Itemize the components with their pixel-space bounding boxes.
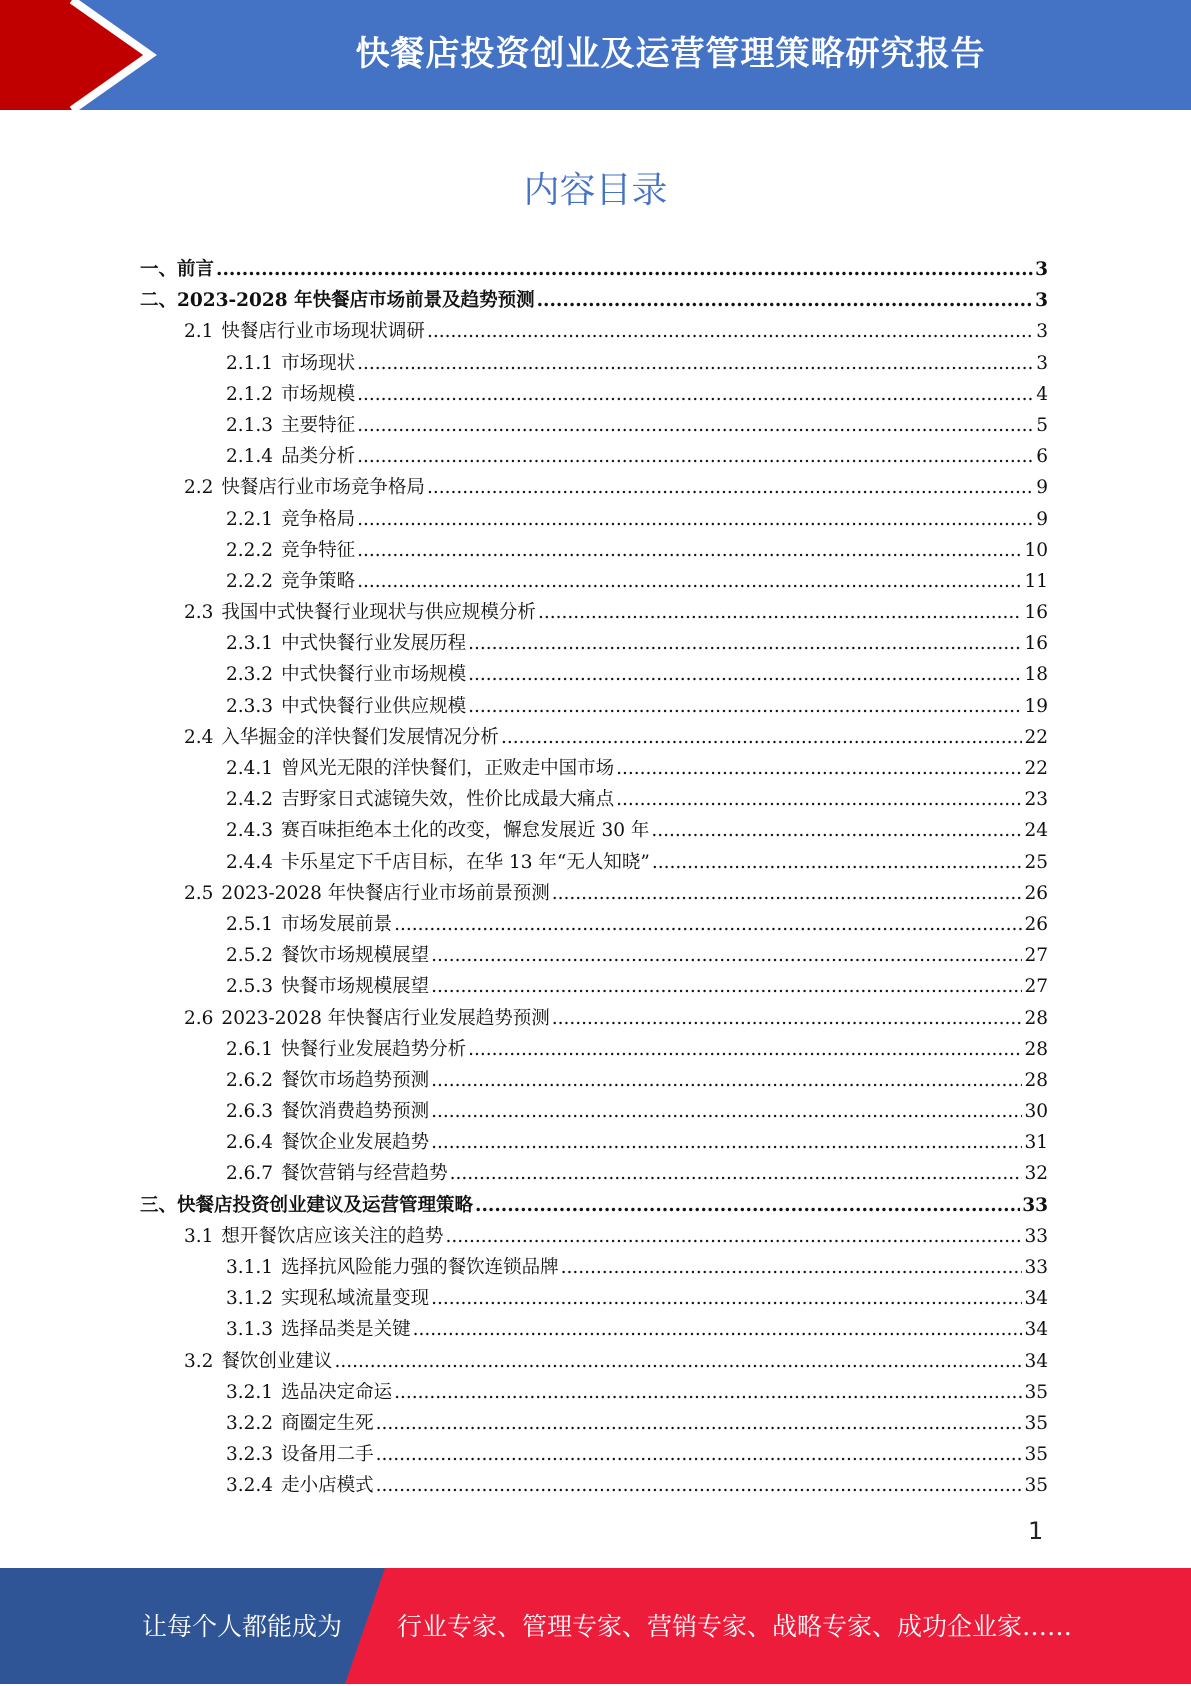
toc-entry-page: 28 (1024, 1038, 1048, 1060)
toc-entry-label: 2023-2028 年快餐店行业市场前景预测 (221, 882, 550, 904)
toc-entry-label: 市场发展前景 (281, 913, 393, 935)
toc-dot-leader (431, 1101, 1022, 1122)
toc-entry-page: 28 (1024, 1007, 1048, 1029)
toc-entry-label: 三、快餐店投资创业建议及运营管理策略 (140, 1194, 474, 1216)
toc-entry-page: 27 (1024, 976, 1048, 998)
toc-entry[interactable] (140, 411, 1048, 442)
toc-entry-page: 26 (1024, 882, 1048, 904)
toc-dot-leader (450, 1163, 1023, 1184)
toc-entry-number: 2.2 (184, 477, 214, 499)
toc-entry-page: 24 (1024, 820, 1048, 842)
toc-entry-label: 市场规模 (281, 383, 356, 405)
toc-entry[interactable] (140, 536, 1048, 567)
toc-entry[interactable] (140, 255, 1048, 286)
toc-entry-page: 25 (1024, 851, 1048, 873)
toc-entry-label: 餐饮营销与经营趋势 (281, 1163, 448, 1185)
toc-entry[interactable] (140, 1315, 1048, 1346)
toc-entry-number: 2.6.4 (226, 1132, 274, 1154)
toc-dot-leader (501, 727, 1023, 748)
toc-entry[interactable] (140, 1191, 1048, 1222)
toc-entry-page: 35 (1024, 1412, 1048, 1434)
toc-dot-leader (552, 1008, 1023, 1029)
toc-dot-leader (431, 1132, 1022, 1153)
toc-dot-leader (216, 259, 1033, 280)
toc-entry[interactable] (140, 692, 1048, 723)
toc-entry[interactable] (140, 660, 1048, 691)
toc-entry[interactable] (140, 1159, 1048, 1190)
toc-dot-leader (334, 1351, 1022, 1372)
toc-entry-number: 2.6.2 (226, 1069, 274, 1091)
toc-entry-page: 11 (1024, 570, 1048, 592)
toc-entry[interactable] (140, 941, 1048, 972)
toc-entry-page: 10 (1024, 539, 1048, 561)
toc-entry[interactable] (140, 816, 1048, 847)
toc-entry-number: 2.6.1 (226, 1038, 274, 1060)
toc-entry-page: 16 (1024, 602, 1048, 624)
toc-entry-page: 34 (1024, 1288, 1048, 1310)
toc-entry-number: 2.4.2 (226, 789, 274, 811)
toc-dot-leader (357, 540, 1022, 561)
toc-dot-leader (431, 1288, 1022, 1309)
toc-entry-number: 2.2.2 (226, 539, 274, 561)
toc-entry[interactable] (140, 1347, 1048, 1378)
footer-slogan-right: 行业专家、管理专家、营销专家、战略专家、成功企业家…… (397, 1612, 1073, 1641)
toc-entry-number: 2.4.1 (226, 758, 274, 779)
toc-dot-leader (357, 384, 1034, 405)
toc-entry[interactable] (140, 1471, 1048, 1502)
toc-entry-number: 3.1.2 (226, 1288, 274, 1310)
toc-entry-page: 35 (1024, 1475, 1048, 1497)
footer-slogan-left: 让每个人都能成为 (142, 1612, 343, 1641)
toc-heading: 内容目录 (523, 170, 668, 211)
toc-entry[interactable] (140, 972, 1048, 1003)
toc-dot-leader (357, 415, 1034, 436)
toc-entry[interactable] (140, 380, 1048, 411)
toc-entry-label: 卡乐星定下千店目标，在华 13 年“无人知晓” (281, 851, 650, 873)
toc-entry[interactable] (140, 754, 1048, 785)
toc-entry[interactable] (140, 629, 1048, 660)
toc-entry-page: 22 (1024, 726, 1048, 748)
toc-entry[interactable] (140, 349, 1048, 380)
toc-entry[interactable] (140, 848, 1048, 879)
toc-entry-page: 23 (1024, 789, 1048, 811)
toc-entry[interactable] (140, 1378, 1048, 1409)
toc-entry-page: 32 (1024, 1163, 1048, 1185)
toc-dot-leader (445, 1226, 1022, 1247)
toc-dot-leader (357, 446, 1034, 467)
toc-entry-page: 3 (1036, 352, 1048, 374)
toc-entry-label: 餐饮创业建议 (221, 1350, 333, 1372)
toc-entry-label: 吉野家日式滤镜失效，性价比成最大痛点 (281, 789, 615, 811)
toc-entry-page: 30 (1024, 1101, 1048, 1123)
page-number: 1 (1028, 1517, 1044, 1545)
report-title: 快餐店投资创业及运营管理策略研究报告 (355, 34, 986, 74)
toc-dot-leader (357, 353, 1034, 374)
toc-entry-page: 5 (1036, 414, 1048, 436)
toc-dot-leader (357, 571, 1022, 592)
toc-entry-label: 2023-2028 年快餐店行业发展趋势预测 (221, 1007, 550, 1029)
toc-entry-number: 2.5.2 (226, 945, 274, 967)
toc-entry-label: 二、2023-2028 年快餐店市场前景及趋势预测 (140, 290, 535, 312)
toc-dot-leader (431, 976, 1022, 997)
toc-entry-label: 快餐店行业市场竞争格局 (221, 477, 425, 499)
toc-entry-number: 3.1.1 (226, 1257, 274, 1278)
toc-entry-page: 34 (1024, 1319, 1048, 1341)
toc-entry-label: 竞争策略 (281, 570, 356, 592)
toc-dot-leader (413, 1319, 1023, 1340)
toc-entry-label: 实现私域流量变现 (281, 1288, 430, 1310)
toc-entry-number: 2.3 (184, 602, 214, 624)
toc-entry-number: 3.2 (184, 1350, 214, 1372)
toc-entry-label: 快餐市场规模展望 (281, 976, 430, 998)
toc-entry-number: 2.2.1 (226, 508, 274, 530)
toc-entry-label: 竞争特征 (281, 539, 356, 561)
toc-dot-leader (561, 1257, 1023, 1278)
toc-entry-number: 2.1.2 (226, 383, 274, 405)
toc-entry[interactable] (140, 505, 1048, 536)
toc-entry-label: 中式快餐行业市场规模 (281, 664, 467, 686)
toc-entry-number: 2.4 (184, 726, 214, 748)
toc-entry-number: 2.3.3 (226, 695, 274, 717)
toc-dot-leader (468, 1039, 1022, 1060)
toc-entry[interactable] (140, 442, 1048, 473)
toc-entry-label: 想开餐饮店应该关注的趋势 (221, 1225, 444, 1247)
toc-entry-label: 市场现状 (281, 352, 356, 374)
toc-entry-page: 27 (1024, 945, 1048, 967)
toc-entry-label: 快餐行业发展趋势分析 (281, 1038, 467, 1060)
toc-entry[interactable] (140, 785, 1048, 816)
toc-entry-page: 3 (1035, 290, 1048, 312)
toc-entry[interactable] (140, 1128, 1048, 1159)
toc-entry-number: 2.2.2 (226, 570, 274, 592)
toc-entry-label: 选择品类是关键 (281, 1319, 411, 1341)
toc-entry-label: 赛百味拒绝本土化的改变，懈怠发展近 30 年 (281, 820, 650, 842)
toc-dot-leader (427, 321, 1034, 342)
toc-entry-number: 2.5.3 (226, 976, 274, 998)
toc-entry-number: 3.1.3 (226, 1319, 274, 1341)
toc-entry-label: 竞争格局 (281, 508, 356, 530)
toc-entry-number: 2.1.3 (226, 414, 274, 436)
toc-dot-leader (376, 1444, 1023, 1465)
toc-entry[interactable] (140, 723, 1048, 754)
toc-entry-number: 2.3.2 (226, 664, 274, 686)
toc-dot-leader (394, 914, 1022, 935)
toc-entry-page: 9 (1036, 477, 1048, 499)
toc-entry-label: 曾风光无限的洋快餐们，正败走中国市场 (281, 758, 615, 779)
toc-entry-page: 35 (1024, 1381, 1048, 1403)
toc-dot-leader (431, 1070, 1022, 1091)
toc-entry-page: 31 (1024, 1132, 1048, 1154)
toc-entry-label: 餐饮消费趋势预测 (281, 1101, 430, 1123)
toc-entry-page: 3 (1035, 259, 1048, 280)
toc-entry-number: 2.5 (184, 882, 214, 904)
toc-entry-number: 2.1.4 (226, 446, 274, 468)
toc-dot-leader (468, 664, 1022, 685)
toc-entry-page: 3 (1036, 321, 1048, 343)
toc-entry-number: 2.4.4 (226, 851, 274, 873)
toc-entry-number: 2.5.1 (226, 913, 274, 935)
toc-entry-page: 33 (1024, 1225, 1048, 1247)
toc-entry-number: 3.2.2 (226, 1412, 274, 1434)
toc-dot-leader (376, 1413, 1023, 1434)
toc-entry[interactable] (140, 1284, 1048, 1315)
toc-dot-leader (538, 602, 1023, 623)
toc-entry[interactable] (140, 317, 1048, 348)
toc-entry[interactable] (140, 1222, 1048, 1253)
toc-entry-number: 2.3.1 (226, 633, 274, 655)
toc-dot-leader (651, 820, 1022, 841)
toc-dot-leader (552, 883, 1023, 904)
toc-entry-page: 19 (1024, 695, 1048, 717)
toc-entry[interactable] (140, 1253, 1048, 1284)
toc-entry-number: 3.1 (184, 1225, 214, 1247)
toc-entry[interactable] (140, 1066, 1048, 1097)
chevron-arrow-icon (0, 0, 160, 110)
toc-dot-leader (475, 1195, 1020, 1216)
toc-dot-leader (357, 509, 1034, 530)
toc-entry-number: 2.6.7 (226, 1163, 274, 1185)
toc-dot-leader (427, 477, 1034, 498)
toc-entry-label: 餐饮市场趋势预测 (281, 1069, 430, 1091)
toc-entry-label: 入华掘金的洋快餐们发展情况分析 (221, 726, 499, 748)
toc-entry-label: 商圈定生死 (281, 1412, 374, 1434)
table-of-contents (140, 255, 1048, 1503)
toc-entry-number: 2.6.3 (226, 1101, 274, 1123)
toc-entry-number: 2.4.3 (226, 820, 274, 842)
toc-entry[interactable] (140, 473, 1048, 504)
toc-entry-page: 4 (1036, 383, 1048, 405)
toc-entry-label: 中式快餐行业供应规模 (281, 695, 467, 717)
toc-entry-label: 品类分析 (281, 446, 356, 468)
toc-entry-label: 一、前言 (140, 259, 215, 280)
toc-entry[interactable] (140, 1409, 1048, 1440)
toc-entry-label: 走小店模式 (281, 1475, 374, 1497)
toc-entry-label: 选品决定命运 (281, 1381, 393, 1403)
toc-dot-leader (652, 852, 1023, 873)
toc-entry-page: 33 (1024, 1257, 1048, 1278)
toc-dot-leader (394, 1382, 1022, 1403)
toc-entry-label: 主要特征 (281, 414, 356, 436)
toc-entry[interactable] (140, 567, 1048, 598)
toc-dot-leader (616, 789, 1022, 810)
toc-entry-page: 26 (1024, 913, 1048, 935)
toc-entry-label: 快餐店行业市场现状调研 (221, 321, 425, 343)
toc-entry[interactable] (140, 286, 1048, 317)
toc-entry[interactable] (140, 598, 1048, 629)
toc-entry-page: 28 (1024, 1069, 1048, 1091)
toc-entry[interactable] (140, 1440, 1048, 1471)
toc-entry-number: 2.1.1 (226, 352, 274, 374)
toc-entry[interactable] (140, 879, 1048, 910)
toc-dot-leader (376, 1475, 1023, 1496)
toc-dot-leader (468, 696, 1022, 717)
toc-entry[interactable] (140, 1097, 1048, 1128)
toc-dot-leader (468, 633, 1022, 654)
toc-entry-number: 3.2.1 (226, 1381, 274, 1403)
toc-entry[interactable] (140, 1004, 1048, 1035)
toc-entry-number: 3.2.3 (226, 1444, 274, 1466)
toc-entry-label: 餐饮市场规模展望 (281, 945, 430, 967)
toc-entry-page: 9 (1036, 508, 1048, 530)
toc-dot-leader (431, 945, 1022, 966)
toc-entry-label: 餐饮企业发展趋势 (281, 1132, 430, 1154)
toc-entry-page: 34 (1024, 1350, 1048, 1372)
toc-entry-page: 16 (1024, 633, 1048, 655)
toc-entry[interactable] (140, 1035, 1048, 1066)
toc-entry-page: 35 (1024, 1444, 1048, 1466)
toc-entry-label: 设备用二手 (281, 1444, 374, 1466)
toc-dot-leader (616, 758, 1022, 779)
toc-entry-number: 3.2.4 (226, 1475, 274, 1497)
toc-entry[interactable] (140, 910, 1048, 941)
toc-entry-page: 33 (1022, 1194, 1048, 1216)
toc-entry-page: 22 (1024, 758, 1048, 779)
toc-entry-page: 6 (1036, 446, 1048, 468)
toc-entry-label: 中式快餐行业发展历程 (281, 633, 467, 655)
toc-entry-number: 2.1 (184, 321, 214, 343)
toc-entry-page: 18 (1024, 664, 1048, 686)
toc-dot-leader (537, 290, 1034, 311)
toc-entry-label: 选择抗风险能力强的餐饮连锁品牌 (281, 1257, 559, 1278)
toc-entry-number: 2.6 (184, 1007, 214, 1029)
toc-entry-label: 我国中式快餐行业现状与供应规模分析 (221, 602, 536, 624)
report-header (0, 0, 1191, 110)
